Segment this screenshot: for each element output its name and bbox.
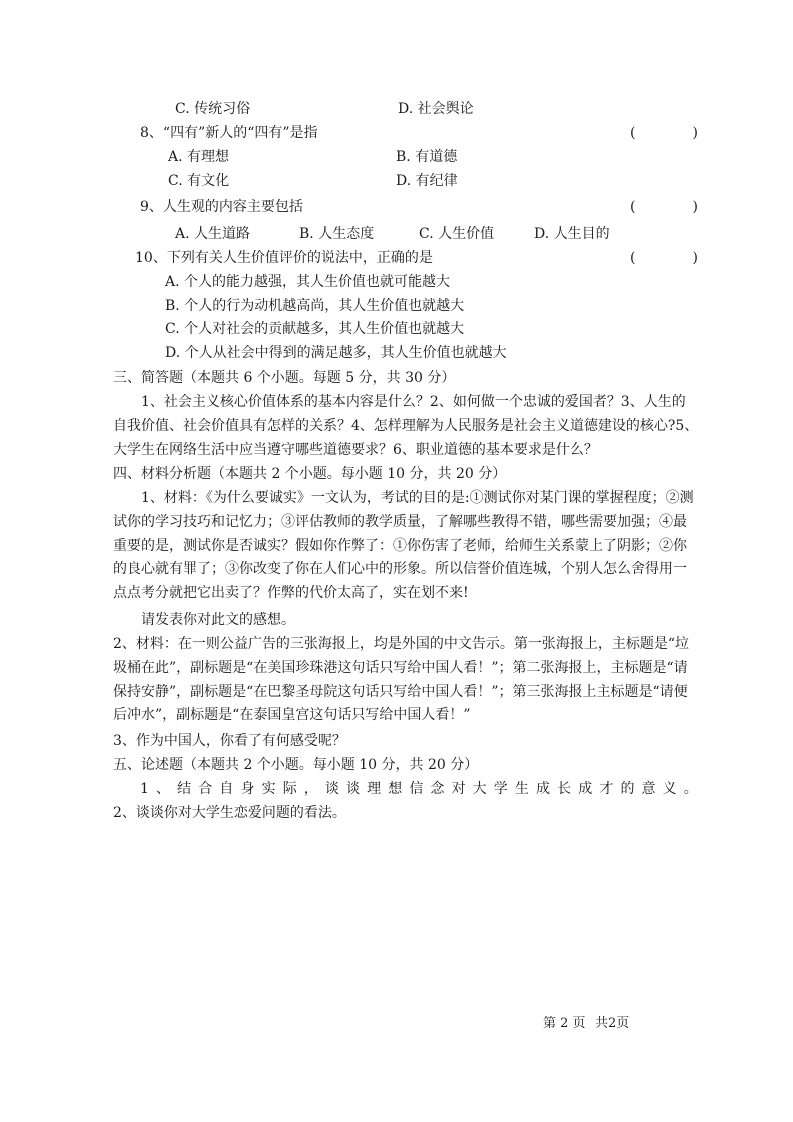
q7-option-c: C. 传统习俗 — [175, 101, 251, 117]
q8-answer-bracket — [630, 126, 698, 140]
page-number: 第 2 页 — [543, 1016, 586, 1031]
page-total: 共2页 — [595, 1016, 630, 1031]
section5-question-2: 2、谈谈你对大学生恋爱问题的看法。 — [113, 805, 346, 821]
section3-questions: 1、社会主义核心价值体系的基本内容是什么？2、如何做一个忠诚的爱国者？3、人生的自我价值、社会价值具有怎样的关系？4、怎样理解为人民服务是社会主义道德建设的核心?5、大学生在网络生活中应当遵守哪些道德要求？6、职业道德的基本要求是什么？ — [113, 394, 699, 458]
q1-char: 1 — [140, 781, 149, 797]
q8-stem: 8、“四有”新人的“四有”是指 — [140, 125, 318, 141]
section5-question-1 — [140, 782, 698, 796]
q1-char: 、 — [156, 781, 171, 797]
q1-char: 生 — [514, 781, 529, 797]
q1-char: 的 — [620, 781, 635, 797]
q1-char: 成 — [578, 781, 593, 797]
q10-option-d: D. 个人从社会中得到的满足越多，其人生价值也就越大 — [165, 345, 507, 361]
q1-char: 。 — [683, 781, 698, 797]
section3-title: 三、简答题（本题共 6 个小题。每题 5 分，共 30 分） — [113, 370, 456, 386]
q9-option-a: A. 人生道路 — [175, 226, 251, 242]
q9-stem: 9、人生观的内容主要包括 — [140, 199, 303, 215]
section4-material-1: 1、材料：《为什么要诚实》一文认为，考试的目的是:①测试你对某门课的掌握程度；②测试你的学习技巧和记忆力；③评估教师的教学质量，了解哪些教得不错，哪些需要加强；④最重要的是，测试你是否诚实？假如你作弊了：①你伤害了老师，给师生关系蒙上了阴影；②你的良心就有罪了；③你改变了你在人们心中的形象。所以信誉价值连城，个别人怎么舍得用一点点考分就把它出卖了？作弊的代价太高了，实在划不来! — [113, 490, 694, 602]
q1-char: 理 — [367, 781, 382, 797]
q1-char: ， — [303, 781, 318, 797]
q10-option-c: C. 个人对社会的贡献越多，其人生价值也就越大 — [165, 321, 465, 337]
q1-char: 实 — [261, 781, 276, 797]
q1-char: 义 — [662, 781, 677, 797]
q8-option-c: C. 有文化 — [168, 173, 230, 189]
q8-paren-open: ( — [630, 125, 636, 141]
q9-paren-close: ) — [692, 199, 698, 215]
q10-option-b: B. 个人的行为动机越高尚，其人生价值也就越大 — [165, 298, 465, 314]
q1-char: 想 — [388, 781, 403, 797]
section4-material-2: 2、材料：在一则公益广告的三张海报上，均是外国的中文告示。第一张海报上，主标题是“垃圾桶在此”，副标题是“在美国珍珠港这句话只写给中国人看！”；第二张海报上，主标题是“请保持安静”，副标题是“在巴黎圣母院这句话只写给中国人看！”；第三张海报上主标题是“请便后冲水”，副标题是“在泰国皇宫这句话只写给中国人看！” — [113, 636, 690, 724]
q8-option-d: D. 有纪律 — [396, 173, 458, 189]
q1-char: 谈 — [346, 781, 361, 797]
q1-char: 念 — [430, 781, 445, 797]
q10-stem: 10、下列有关人生价值评价的说法中，正确的是 — [135, 250, 433, 266]
q1-char: 成 — [536, 781, 550, 797]
q9-option-b: B. 人生态度 — [299, 226, 375, 242]
section4-title: 四、材料分析题（本题共 2 个小题。每小题 10 分，共 20 分） — [113, 466, 507, 482]
q10-paren-close: ) — [692, 250, 698, 266]
q1-char: 自 — [219, 781, 234, 797]
q10-answer-bracket — [630, 251, 698, 265]
q1-char: 身 — [240, 781, 255, 797]
q9-option-c: C. 人生价值 — [419, 226, 495, 242]
q10-paren-open: ( — [630, 250, 636, 266]
q1-char: 谈 — [324, 781, 339, 797]
q8-option-a: A. 有理想 — [168, 149, 230, 165]
q9-answer-bracket — [630, 200, 698, 214]
q8-paren-close: ) — [692, 125, 698, 141]
section4-material-1-prompt: 请发表你对此文的感想。 — [141, 612, 295, 628]
q9-paren-open: ( — [630, 199, 636, 215]
q1-char: 对 — [451, 781, 466, 797]
q1-char: 学 — [493, 781, 508, 797]
q8-option-b: B. 有道德 — [396, 149, 458, 165]
q1-char: 意 — [641, 781, 656, 797]
q1-char: 信 — [409, 781, 424, 797]
q9-option-d: D. 人生目的 — [534, 226, 610, 242]
q10-option-a: A. 个人的能力越强，其人生价值也就可能越大 — [165, 274, 451, 290]
q1-char: 才 — [599, 781, 614, 797]
q1-char: 长 — [557, 781, 572, 797]
q1-char: 大 — [472, 781, 487, 797]
section5-title: 五、论述题（本题共 2 个小题。每小题 10 分，共 20 分） — [113, 757, 479, 773]
q7-option-d: D. 社会舆论 — [398, 101, 474, 117]
q1-char: 结 — [177, 781, 192, 797]
q1-char: 际 — [282, 781, 297, 797]
q1-char: 合 — [198, 781, 213, 797]
section4-question-3: 3、作为中国人，你看了有何感受呢？ — [113, 733, 346, 749]
